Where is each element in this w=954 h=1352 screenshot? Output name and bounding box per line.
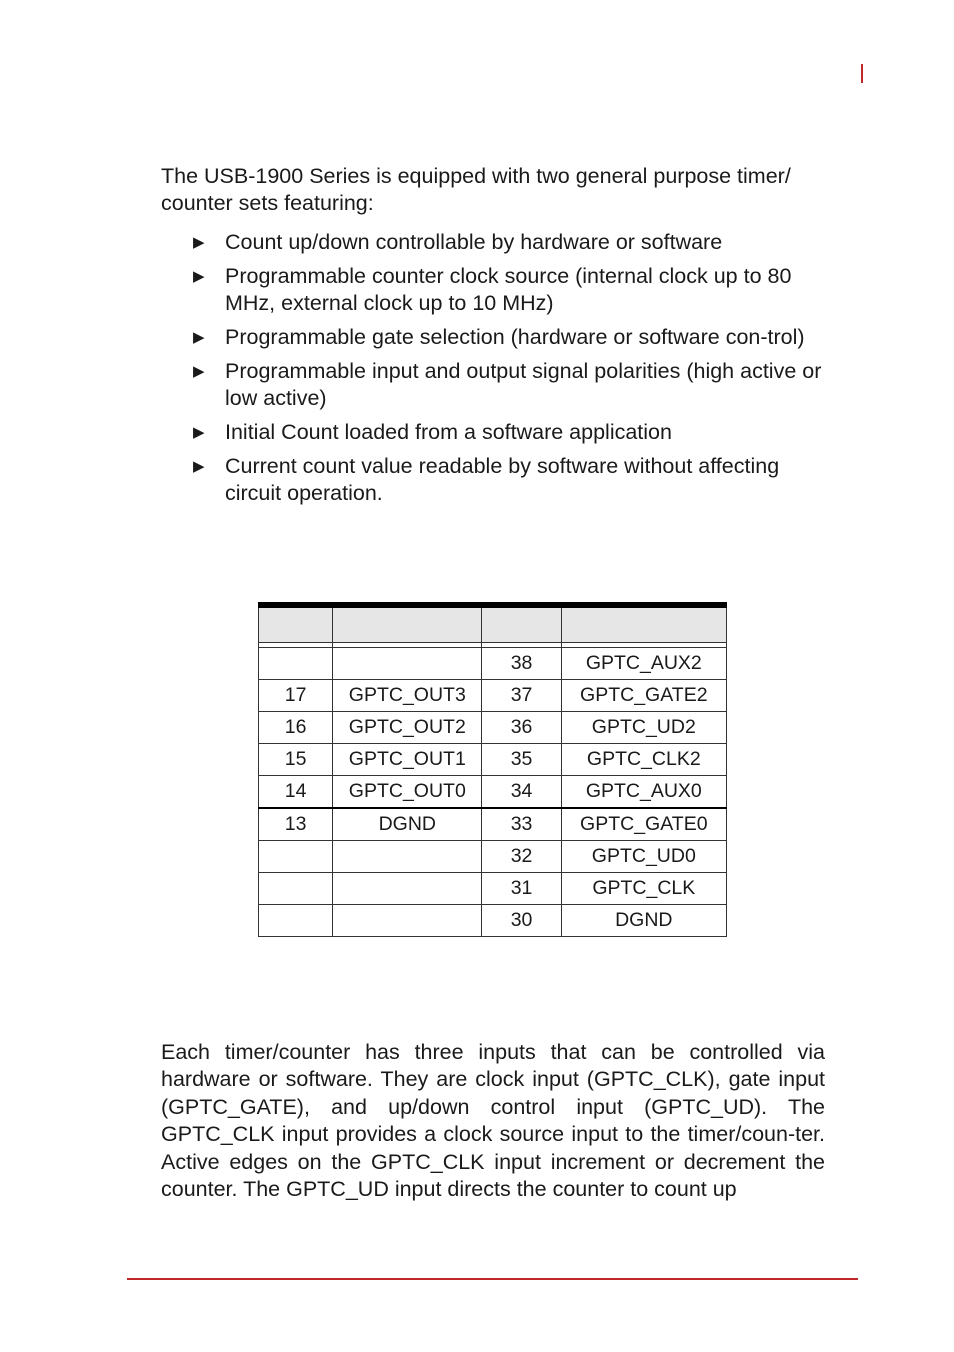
signal-name: GPTC_GATE2 [561, 680, 726, 712]
table-row [259, 776, 727, 809]
table-row [259, 873, 727, 905]
triangle-right-icon: ▶ [193, 458, 205, 475]
list-item-text: Count up/down controllable by hardware or software [225, 230, 723, 254]
signal-name: GPTC_CLK [561, 873, 726, 905]
triangle-right-icon: ▶ [193, 234, 205, 251]
header-cell-signal [561, 605, 726, 643]
signal-name: GPTC_CLK2 [561, 744, 726, 776]
triangle-right-icon: ▶ [193, 268, 205, 285]
signal-name: GPTC_UD0 [561, 841, 726, 873]
pin-number: 38 [482, 648, 561, 680]
pin-number: 16 [259, 712, 333, 744]
list-item-text: Programmable input and output signal polarities (high active or low active) [225, 359, 822, 410]
header-cell-signal [333, 605, 482, 643]
list-item-text: Initial Count loaded from a software application [225, 420, 672, 444]
pin-number: 32 [482, 841, 561, 873]
signal-name: GPTC_AUX2 [561, 648, 726, 680]
pin-number [259, 905, 333, 937]
table-row [259, 712, 727, 744]
table-row [259, 680, 727, 712]
signal-name: DGND [561, 905, 726, 937]
table-row [259, 744, 727, 776]
list-item [193, 263, 825, 317]
signal-name [333, 648, 482, 680]
signal-name: GPTC_OUT1 [333, 744, 482, 776]
table-row [259, 905, 727, 937]
signal-name: GPTC_OUT3 [333, 680, 482, 712]
list-item [193, 419, 825, 446]
pin-number [259, 841, 333, 873]
pin-number: 33 [482, 808, 561, 841]
header-cell-pin [259, 605, 333, 643]
pin-number [259, 648, 333, 680]
header-cell-pin [482, 605, 561, 643]
pin-assignment-table [258, 602, 727, 937]
triangle-right-icon: ▶ [193, 329, 205, 346]
signal-name [333, 873, 482, 905]
list-item [193, 229, 825, 256]
pin-number: 13 [259, 808, 333, 841]
footer-divider [127, 1278, 858, 1280]
triangle-right-icon: ▶ [193, 424, 205, 441]
list-item-text: Current count value readable by software without affecting circuit operation. [225, 454, 780, 505]
list-item [193, 358, 825, 412]
pin-number: 31 [482, 873, 561, 905]
intro-paragraph: The USB-1900 Series is equipped with two general purpose timer/ counter sets featuring: [161, 164, 791, 215]
table-row [259, 648, 727, 680]
pin-number: 30 [482, 905, 561, 937]
header-accent-mark [861, 64, 863, 83]
list-item-text: Programmable gate selection (hardware or software con-trol) [225, 325, 805, 349]
triangle-right-icon: ▶ [193, 363, 205, 380]
pin-number: 35 [482, 744, 561, 776]
signal-name: GPTC_OUT0 [333, 776, 482, 809]
signal-name [333, 841, 482, 873]
list-item-text: Programmable counter clock source (internal clock up to 80 MHz, external clock up to 10 MHz) [225, 264, 792, 315]
pin-number: 37 [482, 680, 561, 712]
pin-number: 36 [482, 712, 561, 744]
list-item [193, 453, 825, 507]
list-item [193, 324, 825, 351]
signal-name: GPTC_OUT2 [333, 712, 482, 744]
pin-number: 14 [259, 776, 333, 809]
signal-name: DGND [333, 808, 482, 841]
signal-name [333, 905, 482, 937]
table-row [259, 841, 727, 873]
table-row [259, 808, 727, 841]
pin-number: 34 [482, 776, 561, 809]
body-paragraph: Each timer/counter has three inputs that can be controlled via hardware or software. They are clock input (GPTC_CLK), gate input (GPTC_GATE), and up/down control input (GPTC_UD). The GPTC_CLK input provides a clock source input to the timer/coun-ter. Active edges on the GPTC_CLK input increment or decrement the counter. The GPTC_UD input directs the counter to count up [161, 1040, 825, 1202]
pin-number: 17 [259, 680, 333, 712]
pin-number: 15 [259, 744, 333, 776]
signal-name: GPTC_AUX0 [561, 776, 726, 809]
feature-list [193, 229, 825, 514]
table-header-row [259, 605, 727, 643]
pin-number [259, 873, 333, 905]
signal-name: GPTC_GATE0 [561, 808, 726, 841]
signal-name: GPTC_UD2 [561, 712, 726, 744]
